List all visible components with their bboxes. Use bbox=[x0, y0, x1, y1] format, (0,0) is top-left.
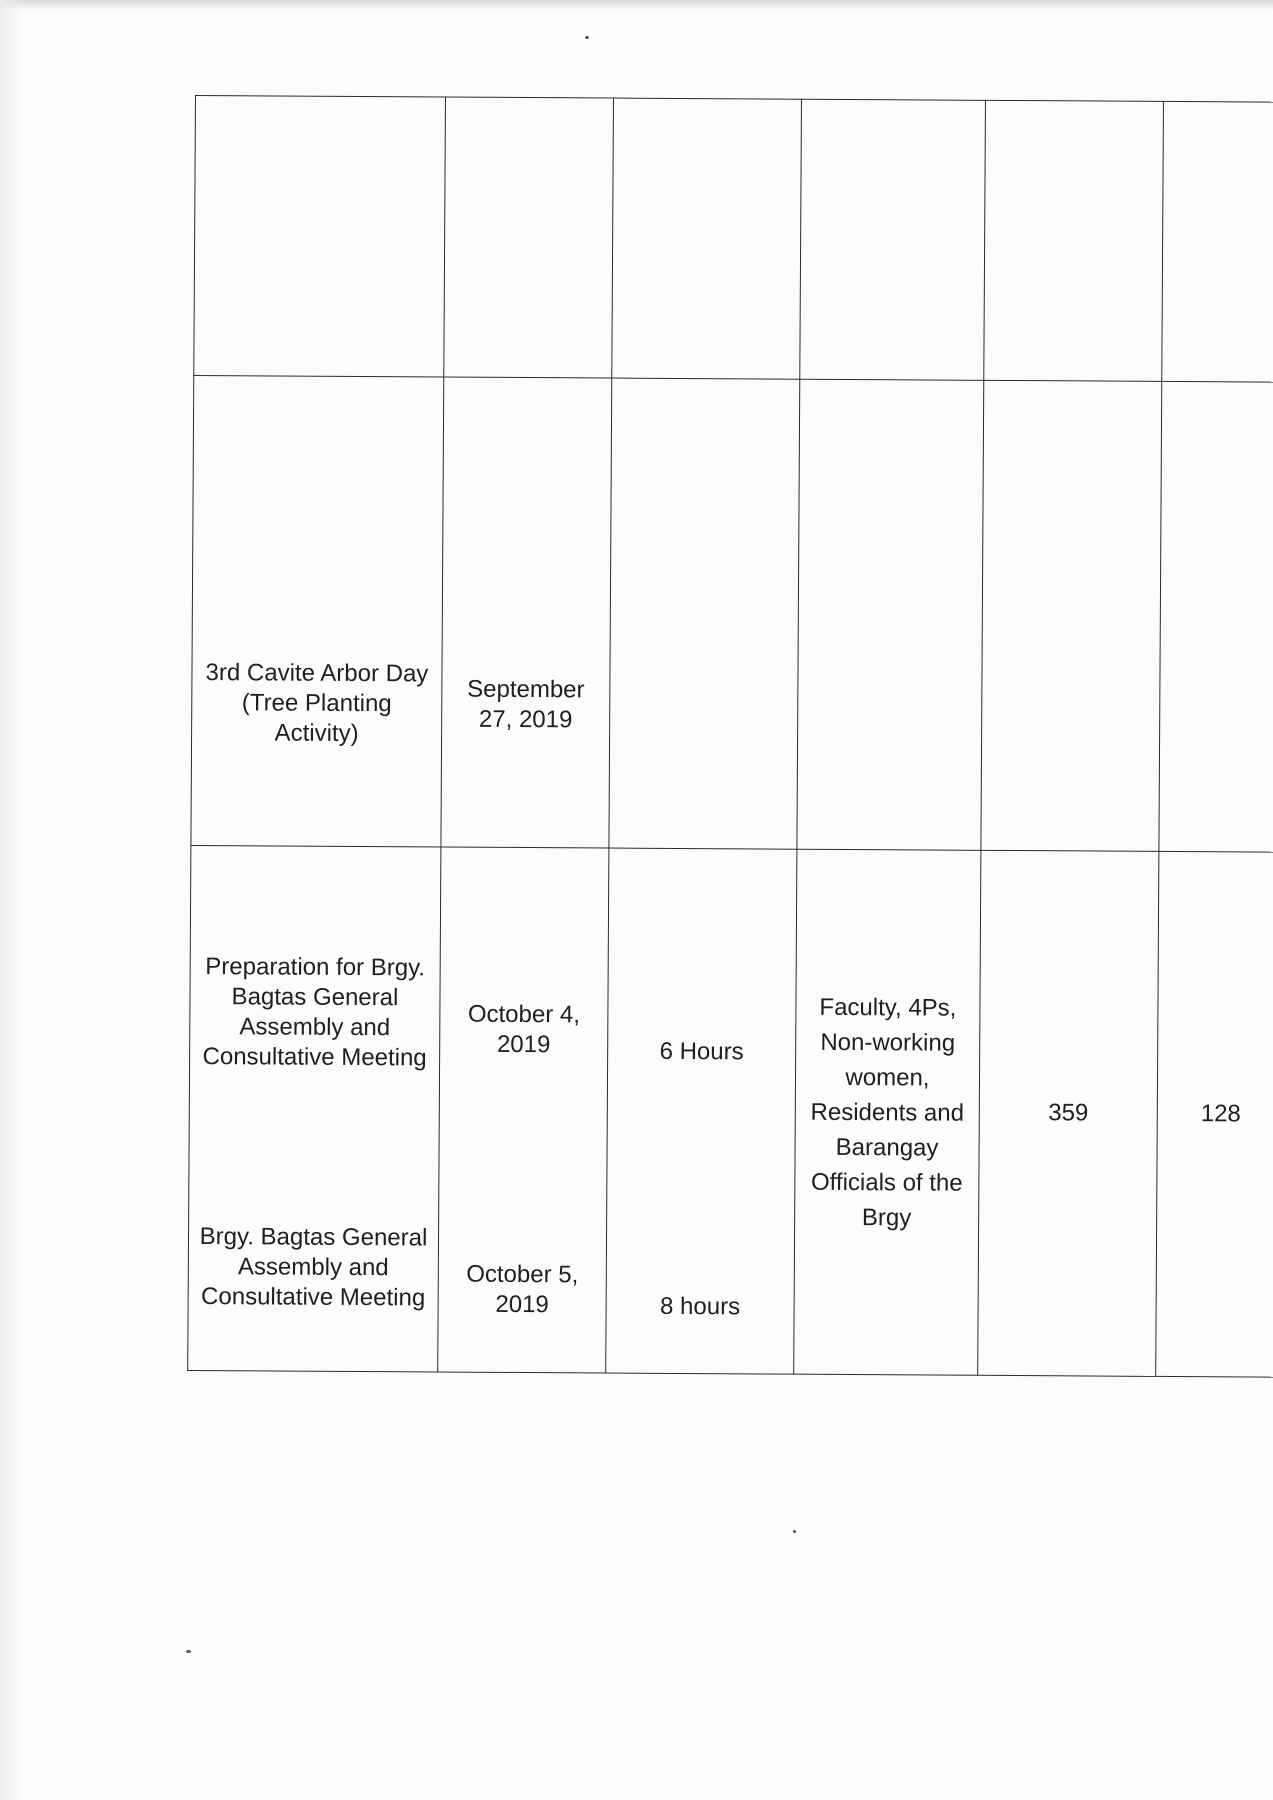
count-b-cell: 128 bbox=[1156, 851, 1273, 1377]
activity-text: Brgy. Bagtas General Assembly and Consultative Meeting bbox=[199, 1223, 428, 1312]
count-a-cell bbox=[981, 380, 1162, 851]
duration-text: 8 hours bbox=[659, 1292, 741, 1321]
table-row bbox=[191, 375, 1273, 852]
date-cell bbox=[444, 97, 614, 378]
scan-edge-left bbox=[0, 0, 22, 1800]
scan-speck bbox=[186, 1650, 191, 1653]
participants-cell bbox=[800, 99, 986, 380]
activity-text: Preparation for Brgy. Bagtas General Assembly and Consultative Meeting bbox=[202, 953, 427, 1072]
activity-cell bbox=[188, 845, 441, 1372]
date-text: September 27, 2019 bbox=[467, 675, 585, 734]
count-b-cell bbox=[1162, 101, 1273, 382]
scan-speck bbox=[793, 1530, 796, 1533]
participants-cell bbox=[797, 379, 984, 850]
date-cell bbox=[438, 847, 609, 1373]
activity-table bbox=[187, 95, 1273, 1378]
count-b-cell bbox=[1159, 381, 1273, 852]
table-row bbox=[188, 845, 1273, 1377]
activity-cell bbox=[194, 96, 446, 378]
activity-text: 3rd Cavite Arbor Day (Tree Planting Activity) bbox=[205, 659, 429, 748]
count-a-cell bbox=[984, 100, 1164, 381]
duration-text: 6 Hours bbox=[659, 1037, 744, 1066]
date-text: October 4, 2019 bbox=[467, 1000, 581, 1059]
scan-edge-top bbox=[0, 0, 1273, 10]
scan-speck bbox=[585, 36, 589, 39]
duration-cell bbox=[609, 378, 800, 849]
activity-cell bbox=[191, 375, 444, 847]
date-text: October 5, 2019 bbox=[466, 1260, 579, 1319]
duration-cell bbox=[612, 98, 802, 379]
duration-cell bbox=[606, 848, 797, 1374]
date-cell bbox=[441, 377, 612, 848]
table-row bbox=[194, 96, 1273, 383]
participants-cell: Faculty, 4Ps, Non-working women, Residents and Barangay Officials of the Brgy bbox=[794, 849, 981, 1375]
count-a-cell: 359 bbox=[978, 850, 1159, 1376]
